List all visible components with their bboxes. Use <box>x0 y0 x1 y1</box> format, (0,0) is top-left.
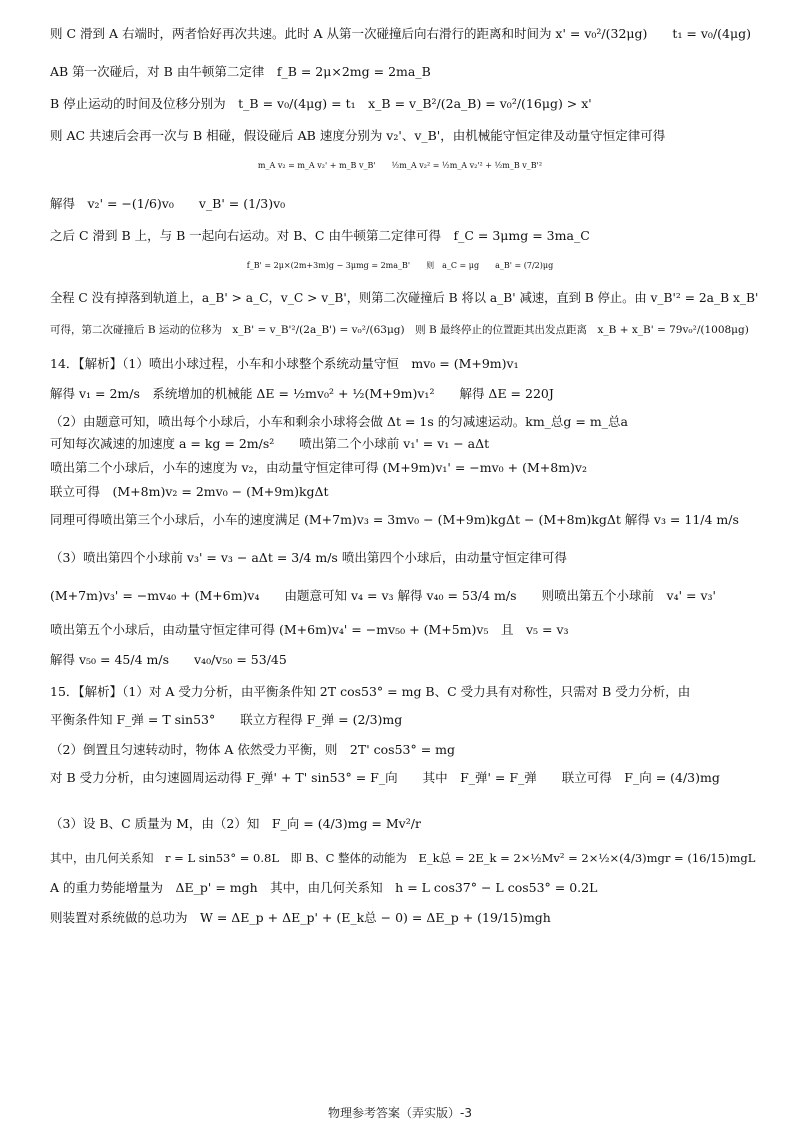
text-line: (M+7m)v₃' = −mv₄₀ + (M+6m)v₄ 由题意可知 v₄ = v₃ 解得 v₄₀ = 53/4 m/s 则喷出第五个小球前 v₄' = v₃' <box>50 588 716 603</box>
text-line: 同理可得喷出第三个小球后，小车的速度满足 (M+7m)v₃ = 3mv₀ − (M+9m)kgΔt − (M+8m)kgΔt 解得 v₃ = 11/4 m/s <box>50 512 739 527</box>
text-line: 全程 C 没有掉落到轨道上，a_B' > a_C，v_C > v_B'，则第二次碰撞后 B 将以 a_B' 减速，直到 B 停止。由 v_B'² = 2a_B x_B' <box>50 291 759 305</box>
equation-line: m_A v₂ = m_A v₂' + m_B v_B' ½m_A v₂² = ½m_A v₂'² + ½m_B v_B'² <box>257 161 543 170</box>
text-line: 联立可得 (M+8m)v₂ = 2mv₀ − (M+9m)kgΔt <box>50 484 329 499</box>
equation-line: f_B' = 2μ×(2m+3m)g − 3μmg = 2ma_B' 则 a_C = μg a_B' = (7/2)μg <box>246 261 554 270</box>
text-line: 解得 v₂' = −(1/6)v₀ v_B' = (1/3)v₀ <box>50 196 286 211</box>
page-footer: 物理参考答案（弄实版）-3 <box>328 1106 472 1120</box>
text-line: 可得，第二次碰撞后 B 运动的位移为 x_B' = v_B'²/(2a_B') = v₀²/(63μg) 则 B 最终停止的位置距其出发点距离 x_B + x_B' = 79v₀²/(1008μg) <box>50 324 749 336</box>
text-line: 其中，由几何关系知 r = L sin53° = 0.8L 即 B、C 整体的动能为 E_k总 = 2E_k = 2×½Mv² = 2×½×(4/3)mgr = (16/15)mgL <box>50 851 756 865</box>
text-line: 则装置对系统做的总功为 W = ΔE_p + ΔE_p' + (E_k总 − 0) = ΔE_p + (19/15)mgh <box>50 910 551 925</box>
text-line: A 的重力势能增量为 ΔE_p' = mgh 其中，由几何关系知 h = L cos37° − L cos53° = 0.2L <box>50 880 598 895</box>
text-line: 喷出第二个小球后，小车的速度为 v₂，由动量守恒定律可得 (M+9m)v₁' = −mv₀ + (M+8m)v₂ <box>50 460 588 475</box>
text-line: 可知每次减速的加速度 a = kg = 2m/s² 喷出第二个小球前 v₁' = v₁ − aΔt <box>50 436 490 451</box>
text-line: 则 C 滑到 A 右端时，两者恰好再次共速。此时 A 从第一次碰撞后向右滑行的距离和时间为 x' = v₀²/(32μg) t₁ = v₀/(4μg) <box>50 26 751 41</box>
text-line: 喷出第五个小球后，由动量守恒定律可得 (M+6m)v₄' = −mv₅₀ + (M+5m)v₅ 且 v₅ = v₃ <box>50 622 569 637</box>
text-line: （2）倒置且匀速转动时，物体 A 依然受力平衡，则 2T' cos53° = mg <box>50 742 455 757</box>
text-line: 平衡条件知 F_弹 = T sin53° 联立方程得 F_弹 = (2/3)mg <box>50 712 403 727</box>
text-line: 解得 v₁ = 2m/s 系统增加的机械能 ΔE = ½mv₀² + ½(M+9m)v₁² 解得 ΔE = 220J <box>50 386 554 401</box>
text-line: AB 第一次碰后，对 B 由牛顿第二定律 f_B = 2μ×2mg = 2ma_B <box>50 64 431 79</box>
text-line: 之后 C 滑到 B 上，与 B 一起向右运动。对 B、C 由牛顿第二定律可得 f_C = 3μmg = 3ma_C <box>50 228 590 243</box>
text-line: 解得 v₅₀ = 45/4 m/s v₄₀/v₅₀ = 53/45 <box>50 652 287 667</box>
text-line: 对 B 受力分析，由匀速圆周运动得 F_弹' + T' sin53° = F_向 其中 F_弹' = F_弹 联立可得 F_向 = (4/3)mg <box>50 770 720 785</box>
text-line: （2）由题意可知，喷出每个小球后，小车和剩余小球将会做 Δt = 1s 的匀减速运动。km_总g = m_总a <box>50 414 628 429</box>
text-line: （3）喷出第四个小球前 v₃' = v₃ − aΔt = 3/4 m/s 喷出第四个小球后，由动量守恒定律可得 <box>50 550 567 565</box>
text-line: 14．【解析】（1）喷出小球过程，小车和小球整个系统动量守恒 mv₀ = (M+9m)v₁ <box>50 356 519 371</box>
text-line: B 停止运动的时间及位移分别为 t_B = v₀/(4μg) = t₁ x_B = v_B²/(2a_B) = v₀²/(16μg) > x' <box>50 96 592 111</box>
text-line: 则 AC 共速后会再一次与 B 相碰，假设碰后 AB 速度分别为 v₂'、v_B'，由机械能守恒定律及动量守恒定律可得 <box>50 128 666 143</box>
text-line: 15．【解析】（1）对 A 受力分析，由平衡条件知 2T cos53° = mg B、C 受力具有对称性，只需对 B 受力分析，由 <box>50 684 691 699</box>
text-line: （3）设 B、C 质量为 M，由（2）知 F_向 = (4/3)mg = Mv²/r <box>50 816 421 831</box>
